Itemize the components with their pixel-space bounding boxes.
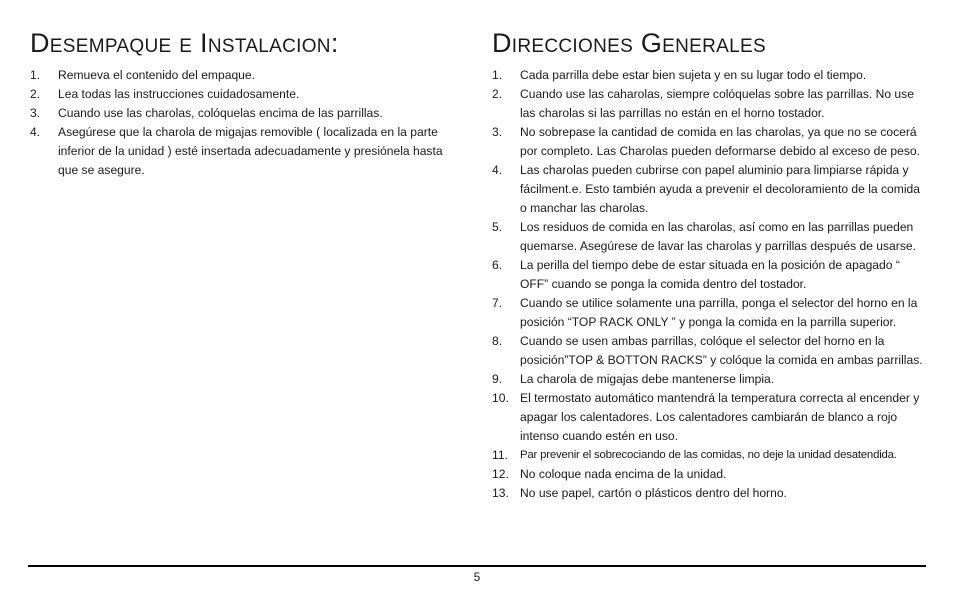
list-item (492, 370, 928, 389)
right-column (492, 28, 928, 503)
item-number: 3. (492, 125, 503, 139)
item-text: El termostato automático mantendrá la temperatura correcta al encender y apagar los calentadores. Los calentadores cambiarán de blanco a rojo intenso cuando estén en uso. (520, 391, 920, 443)
item-number: 3. (30, 106, 41, 120)
item-text: Par prevenir el sobrecociando de las comidas, no deje la unidad desatendida. (520, 449, 897, 461)
item-text: Remueva el contenido del empaque. (58, 68, 255, 82)
list-item (492, 465, 928, 484)
list-item (30, 123, 462, 180)
direcciones-list (492, 66, 928, 503)
item-text: Cuando use las caharolas, siempre colóquelas sobre las parrillas. No use las charolas si las parrillas no están en el horno tostador. (520, 87, 914, 120)
list-item (492, 256, 928, 294)
item-text: Los residuos de comida en las charolas, así como en las parrillas pueden quemarse. Asegúrese de lavar las charolas y parrillas después de usarse. (520, 220, 916, 253)
item-number: 9. (492, 372, 503, 386)
item-number: 12. (492, 467, 509, 481)
item-text: No sobrepase la cantidad de comida en las charolas, ya que no se cocerá por completo. Las Charolas pueden deformarse debido al exceso de peso. (520, 125, 921, 158)
item-number: 7. (492, 296, 503, 310)
item-number: 13. (492, 486, 509, 500)
item-text: Las charolas pueden cubrirse con papel aluminio para limpiarse rápida y fácilment.e. Esto también ayuda a prevenir el decoloramiento de la comida o manchar las charolas. (520, 163, 920, 215)
section-title-direcciones: Direcciones Generales (492, 28, 766, 58)
item-number: 4. (30, 125, 41, 139)
item-number: 2. (492, 87, 503, 101)
list-item (492, 294, 928, 332)
list-item (30, 104, 462, 123)
list-item (492, 484, 928, 503)
left-column (30, 28, 462, 180)
item-number: 2. (30, 87, 41, 101)
item-text: La charola de migajas debe mantenerse limpia. (520, 372, 775, 386)
list-item (492, 332, 928, 370)
item-text: Cuando se utilice solamente una parrilla, ponga el selector del horno en la posición “TOP RACK ONLY ” y ponga la comida en la parrilla superior. (520, 296, 918, 329)
footer-divider (28, 565, 926, 567)
list-item (492, 123, 928, 161)
item-number: 6. (492, 258, 503, 272)
list-item (492, 446, 928, 465)
list-item (492, 218, 928, 256)
item-text: Lea todas las instrucciones cuidadosamente. (58, 87, 300, 101)
page-number: 5 (473, 570, 481, 584)
item-text: No coloque nada encima de la unidad. (520, 467, 727, 481)
item-number: 11. (492, 448, 508, 462)
item-number: 5. (492, 220, 503, 234)
item-text: No use papel, cartón o plásticos dentro del horno. (520, 486, 787, 500)
list-item (492, 389, 928, 446)
list-item (30, 66, 462, 85)
list-item (492, 161, 928, 218)
item-text: Cada parrilla debe estar bien sujeta y en su lugar todo el tiempo. (520, 68, 867, 82)
list-item (492, 66, 928, 85)
item-text: Cuando se usen ambas parrillas, colóque el selector del horno en la posición”TOP & BOTTON RACKS” y colóque la comida en ambas parrillas. (520, 334, 923, 367)
item-text: La perilla del tiempo debe de estar situada en la posición de apagado “ OFF” cuando se ponga la comida dentro del tostador. (520, 258, 900, 291)
item-number: 10. (492, 391, 509, 405)
list-item (492, 85, 928, 123)
item-number: 8. (492, 334, 503, 348)
item-number: 1. (492, 68, 503, 82)
item-number: 1. (30, 68, 41, 82)
list-item (30, 85, 462, 104)
item-number: 4. (492, 163, 503, 177)
item-text: Cuando use las charolas, colóquelas encima de las parrillas. (58, 106, 383, 120)
section-title-desempaque: Desempaque e Instalacion: (30, 28, 339, 58)
item-text: Asegúrese que la charola de migajas removible ( localizada en la parte inferior de la unidad ) esté insertada adecuadamente y presiónela hasta que se asegure. (58, 125, 443, 177)
instalacion-list (30, 66, 462, 180)
